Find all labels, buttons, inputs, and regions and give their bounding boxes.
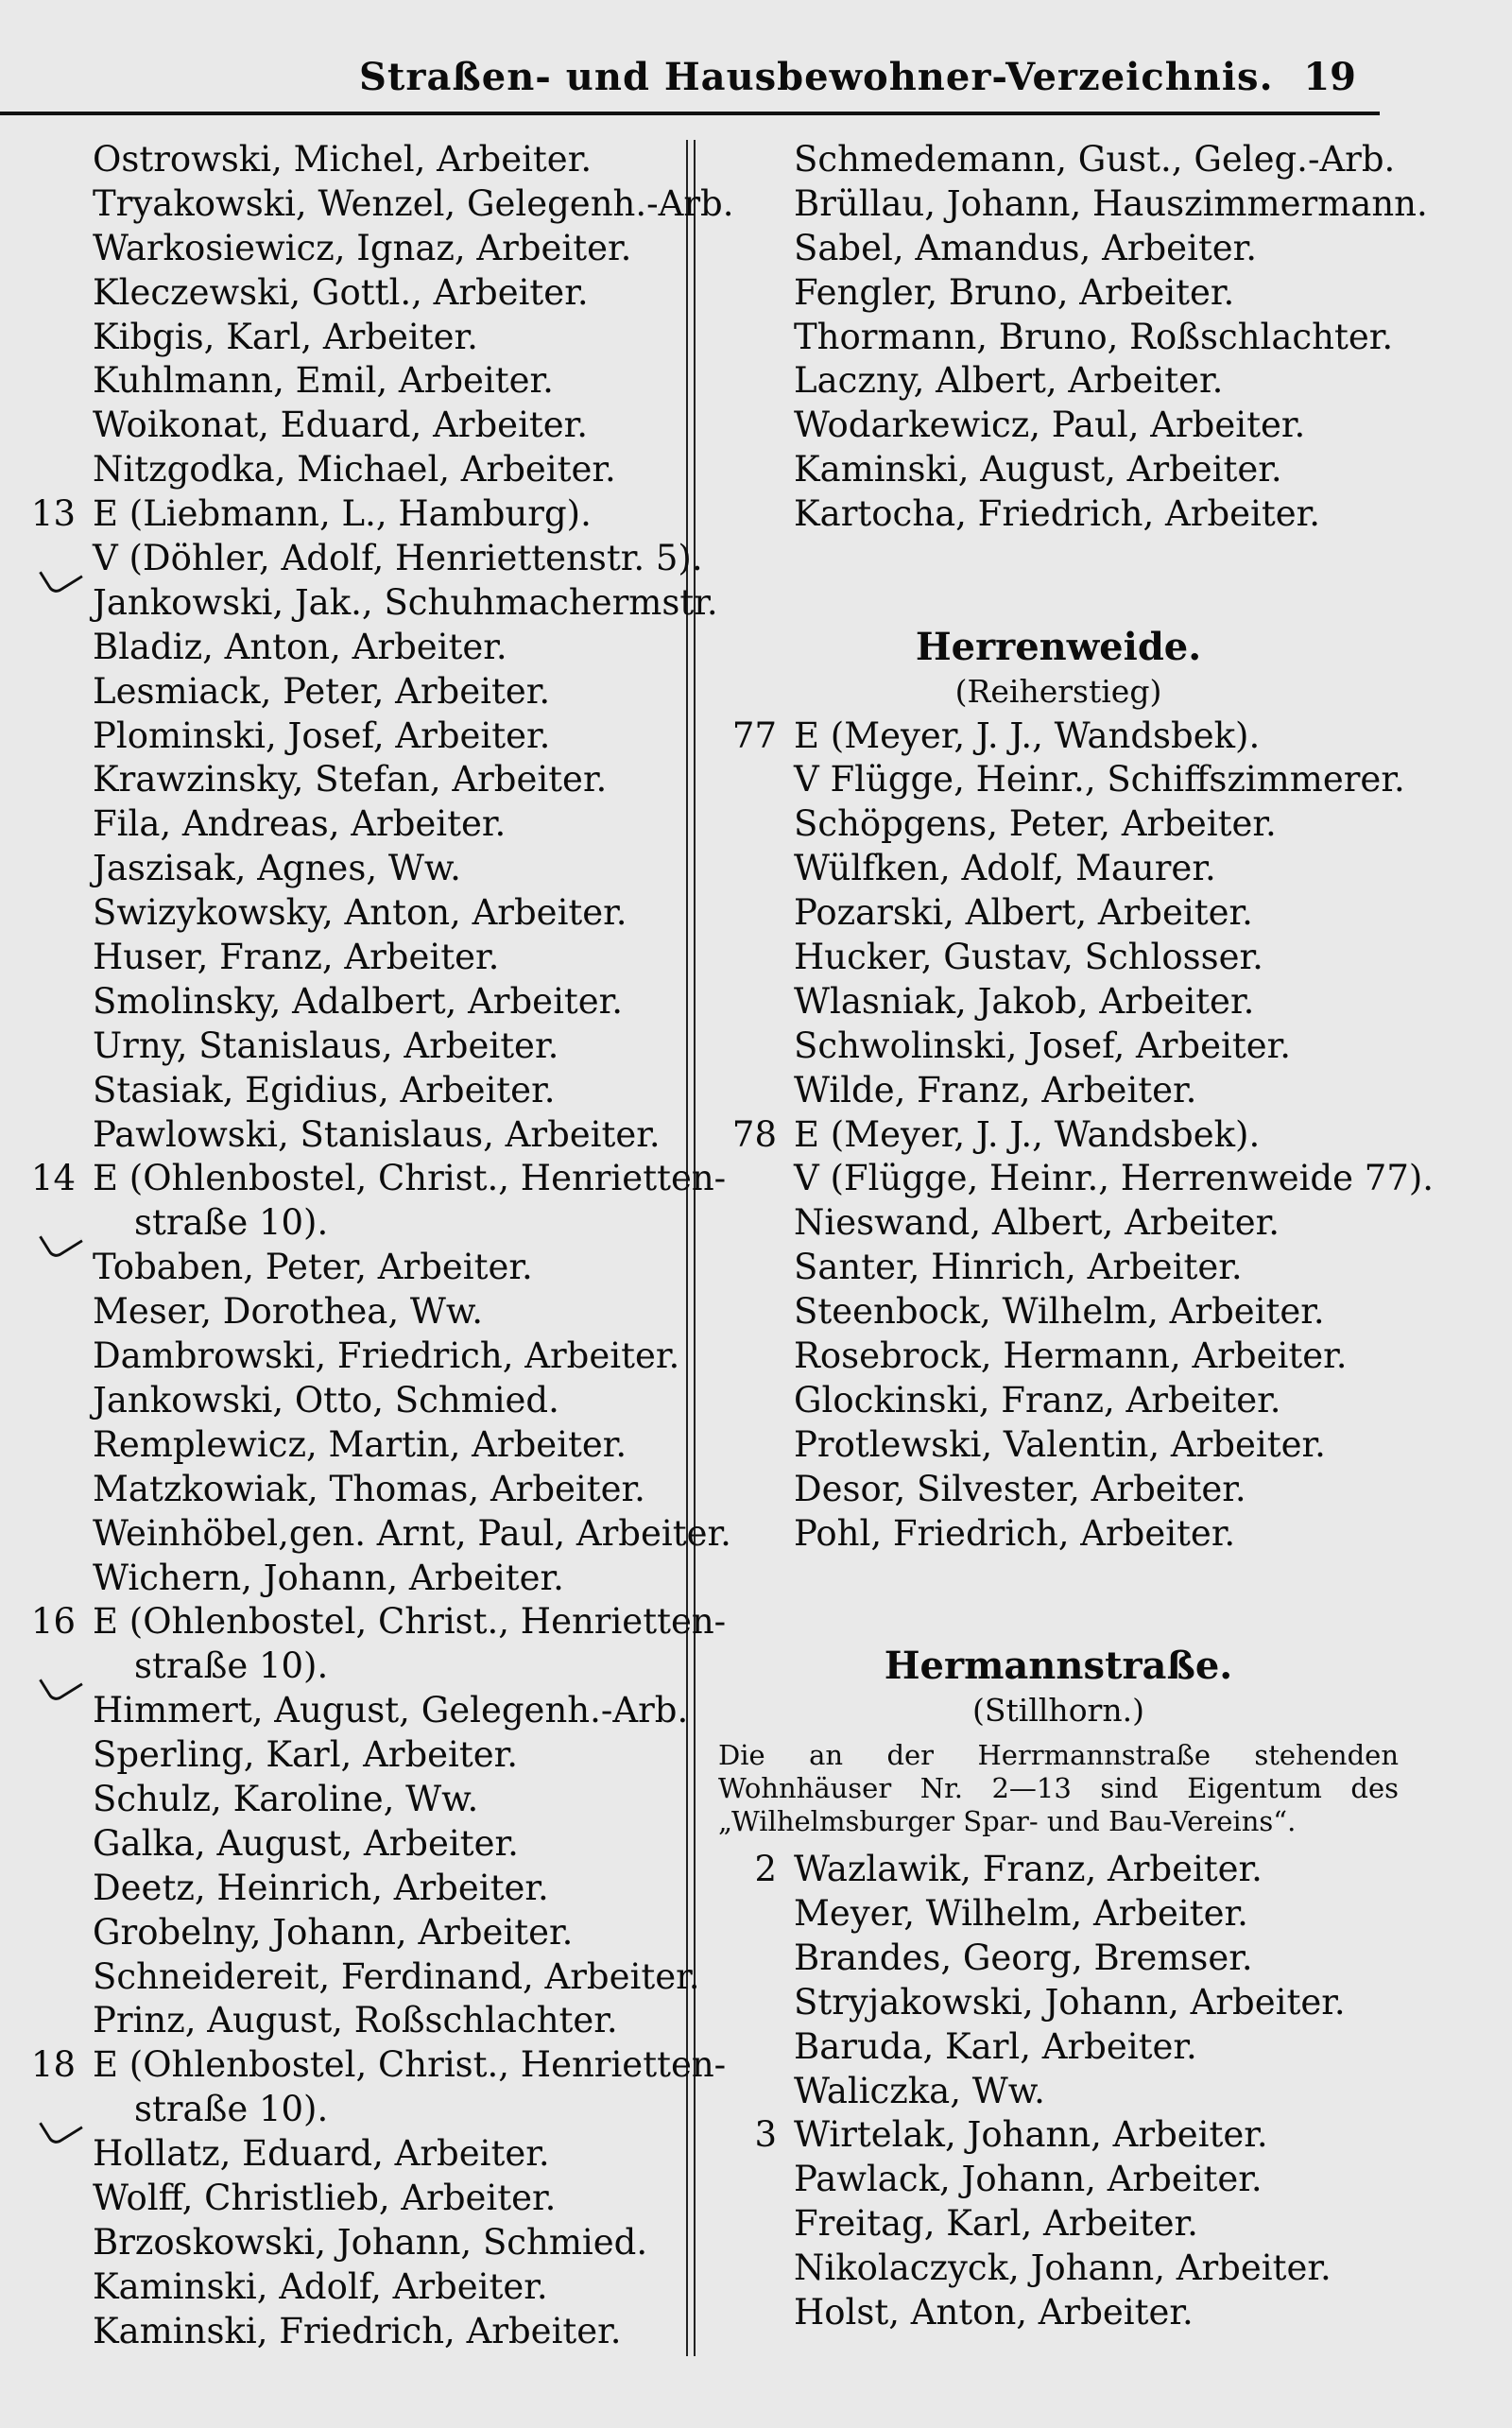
- resident-text: Hucker, Gustav, Schlosser.: [794, 937, 1263, 978]
- resident-entry: [718, 404, 1399, 448]
- resident-entry: [19, 626, 685, 670]
- resident-text: Plominski, Josef, Arbeiter.: [93, 715, 551, 756]
- resident-entry: [718, 1937, 1399, 1981]
- resident-entry: [19, 581, 718, 626]
- resident-entry: [19, 2177, 685, 2221]
- resident-text: E (Liebmann, L., Hamburg).: [93, 493, 592, 535]
- resident-entry: [718, 847, 1399, 891]
- resident-entry: [19, 2265, 685, 2310]
- resident-entry: [19, 936, 685, 980]
- resident-text: Baruda, Karl, Arbeiter.: [794, 2025, 1197, 2067]
- resident-entry: [19, 980, 685, 1025]
- resident-entry: [19, 1778, 685, 1822]
- street-heading: Herrenweide.: [915, 624, 1202, 669]
- resident-text: Meyer, Wilhelm, Arbeiter.: [794, 1892, 1248, 1934]
- resident-text: Schwolinski, Josef, Arbeiter.: [794, 1025, 1291, 1066]
- resident-text: Wülfken, Adolf, Maurer.: [794, 848, 1216, 889]
- resident-entry: [19, 1689, 689, 1733]
- resident-entry: [19, 1557, 685, 1601]
- house-entry: [19, 1157, 727, 1201]
- resident-entry: [19, 404, 685, 448]
- resident-text: Rosebrock, Hermann, Arbeiter.: [794, 1335, 1348, 1377]
- resident-entry: [718, 891, 1399, 936]
- resident-entry: [19, 758, 685, 802]
- resident-entry: [718, 2291, 1399, 2335]
- resident-entry: [19, 715, 685, 759]
- resident-entry: [718, 936, 1399, 980]
- resident-text: Pawlowski, Stanislaus, Arbeiter.: [93, 1113, 661, 1155]
- resident-text: Stasiak, Egidius, Arbeiter.: [93, 1069, 556, 1111]
- street-heading: Hermannstraße.: [884, 1644, 1233, 1689]
- resident-text: Urny, Stanislaus, Arbeiter.: [93, 1025, 559, 1066]
- house-number: 2: [754, 1849, 777, 1890]
- resident-entry: [718, 1981, 1399, 2025]
- resident-text: Dambrowski, Friedrich, Arbeiter.: [93, 1335, 680, 1377]
- resident-entry: [19, 1246, 685, 1290]
- street-district: (Stillhorn.): [972, 1692, 1144, 1730]
- house-number: 18: [30, 2044, 76, 2086]
- house-number: 14: [30, 1158, 76, 1199]
- header-rule: [0, 112, 1380, 115]
- house-number: 77: [731, 715, 777, 756]
- resident-entry: [19, 1290, 685, 1335]
- resident-text: Wichern, Johann, Arbeiter.: [93, 1557, 564, 1598]
- resident-text: Remplewicz, Martin, Arbeiter.: [93, 1423, 627, 1465]
- resident-entry: [19, 1069, 685, 1113]
- resident-entry: [718, 1069, 1399, 1113]
- resident-text: Woikonat, Eduard, Arbeiter.: [93, 405, 589, 446]
- resident-entry: [19, 1955, 700, 2000]
- resident-text: Glockinski, Franz, Arbeiter.: [794, 1379, 1281, 1421]
- resident-text: Waliczka, Ww.: [794, 2070, 1045, 2111]
- resident-entry: [19, 670, 685, 715]
- resident-text: Wilde, Franz, Arbeiter.: [794, 1069, 1197, 1111]
- left-column: [19, 138, 734, 2354]
- resident-entry: [19, 227, 685, 271]
- resident-entry: [19, 1867, 685, 1911]
- resident-entry: [19, 271, 685, 316]
- resident-text: Galka, August, Arbeiter.: [93, 1822, 519, 1864]
- resident-entry: [19, 1911, 685, 1955]
- house-entry: [718, 1113, 1399, 1158]
- resident-text: V (Flügge, Heinr., Herrenweide 77).: [794, 1158, 1435, 1199]
- resident-text: Krawzinsky, Stefan, Arbeiter.: [93, 759, 608, 801]
- resident-entry: [718, 1468, 1399, 1512]
- resident-entry: [718, 359, 1399, 404]
- resident-text: Wlasniak, Jakob, Arbeiter.: [794, 980, 1255, 1022]
- house-entry: [19, 492, 685, 537]
- resident-entry: [19, 847, 685, 891]
- ownership-note: Die an der Herrmannstraße stehenden Wohnhäuser Nr. 2—13 sind Eigentum des „Wilhelmsburger Spar- und Bau-Vereins“.: [718, 1739, 1399, 1838]
- running-title: Straßen- und Hausbewohner-Verzeichnis.: [359, 55, 1274, 99]
- resident-text: Schneidereit, Ferdinand, Arbeiter.: [93, 1955, 700, 1997]
- resident-text: Wirtelak, Johann, Arbeiter.: [794, 2114, 1268, 2156]
- resident-text: Tryakowski, Wenzel, Gelegenh.-Arb.: [93, 182, 734, 224]
- resident-text: Kleczewski, Gottl., Arbeiter.: [93, 271, 589, 313]
- resident-entry: [19, 1335, 685, 1379]
- house-entry: [19, 2043, 727, 2088]
- house-number: 13: [30, 493, 76, 535]
- resident-entry: [718, 138, 1399, 182]
- resident-text: Stryjakowski, Johann, Arbeiter.: [794, 1981, 1346, 2023]
- resident-text: Jaszisak, Agnes, Ww.: [93, 848, 461, 889]
- resident-text: Holst, Anton, Arbeiter.: [794, 2291, 1194, 2333]
- resident-entry: [19, 1822, 685, 1867]
- resident-entry: [19, 802, 685, 847]
- resident-entry: [718, 1246, 1399, 1290]
- resident-text: Wolff, Christlieb, Arbeiter.: [93, 2177, 557, 2218]
- resident-entry: [718, 2158, 1399, 2202]
- blank-line: [718, 537, 1399, 581]
- resident-entry: [718, 1201, 1399, 1246]
- resident-text: Nikolaczyck, Johann, Arbeiter.: [794, 2247, 1332, 2289]
- running-head: [0, 49, 1512, 106]
- resident-text: E (Ohlenbostel, Christ., Henrietten-: [93, 1158, 727, 1199]
- blank-line: [718, 581, 1399, 626]
- resident-entry: [718, 1025, 1399, 1069]
- resident-entry: [718, 227, 1399, 271]
- resident-entry: [718, 2202, 1399, 2247]
- resident-text: Huser, Franz, Arbeiter.: [93, 937, 500, 978]
- resident-entry: [19, 1025, 685, 1069]
- resident-text: Lesmiack, Peter, Arbeiter.: [93, 670, 551, 712]
- resident-text: V (Döhler, Adolf, Henriettenstr. 5).: [93, 538, 703, 579]
- resident-entry: [19, 1201, 685, 1246]
- resident-entry: [19, 359, 685, 404]
- resident-text: Meser, Dorothea, Ww.: [93, 1291, 483, 1333]
- resident-entry: [19, 2088, 685, 2132]
- resident-text: V Flügge, Heinr., Schiffszimmerer.: [794, 759, 1405, 801]
- resident-text: Brüllau, Johann, Hauszimmermann.: [794, 182, 1428, 224]
- resident-text: Sperling, Karl, Arbeiter.: [93, 1734, 519, 1776]
- resident-entry: [718, 980, 1399, 1025]
- resident-text: Grobelny, Johann, Arbeiter.: [93, 1911, 574, 1953]
- blank-line: [718, 1557, 1399, 1601]
- resident-entry: [718, 1157, 1435, 1201]
- resident-text: Jankowski, Jak., Schuhmachermstr.: [93, 581, 718, 623]
- resident-text: Bladiz, Anton, Arbeiter.: [93, 626, 507, 667]
- resident-text: Smolinsky, Adalbert, Arbeiter.: [93, 980, 624, 1022]
- resident-text: Nieswand, Albert, Arbeiter.: [794, 1202, 1280, 1244]
- resident-text: Pohl, Friedrich, Arbeiter.: [794, 1512, 1236, 1554]
- resident-text: Santer, Hinrich, Arbeiter.: [794, 1247, 1243, 1288]
- resident-text: straße 10).: [134, 2089, 329, 2130]
- resident-text: Brzoskowski, Johann, Schmied.: [93, 2221, 648, 2263]
- resident-text: Wodarkewicz, Paul, Arbeiter.: [794, 405, 1306, 446]
- resident-entry: [718, 1379, 1399, 1423]
- resident-text: Kaminski, Friedrich, Arbeiter.: [93, 2310, 622, 2351]
- resident-text: Matzkowiak, Thomas, Arbeiter.: [93, 1468, 645, 1509]
- resident-text: Himmert, August, Gelegenh.-Arb.: [93, 1690, 689, 1731]
- street-district: (Reiherstieg): [954, 672, 1162, 710]
- house-number: 16: [30, 1601, 76, 1643]
- resident-entry: [19, 1644, 685, 1689]
- resident-entry: [19, 2132, 685, 2177]
- resident-text: Kartocha, Friedrich, Arbeiter.: [794, 493, 1321, 535]
- resident-entry: [718, 1892, 1399, 1937]
- blank-line: [718, 1600, 1399, 1644]
- resident-text: Swizykowsky, Anton, Arbeiter.: [93, 892, 627, 934]
- resident-entry: [19, 138, 685, 182]
- resident-entry: [19, 891, 685, 936]
- resident-text: Kuhlmann, Emil, Arbeiter.: [93, 360, 554, 402]
- resident-text: Schmedemann, Gust., Geleg.-Arb.: [794, 139, 1396, 180]
- resident-text: straße 10).: [134, 1202, 329, 1244]
- resident-entry: [718, 271, 1399, 316]
- house-entry: [718, 1848, 1399, 1892]
- resident-text: E (Ohlenbostel, Christ., Henrietten-: [93, 1601, 727, 1643]
- resident-entry: [19, 1512, 731, 1557]
- resident-text: Fengler, Bruno, Arbeiter.: [794, 271, 1235, 313]
- resident-entry: [19, 1999, 685, 2043]
- resident-entry: [19, 316, 685, 360]
- resident-text: E (Meyer, J. J., Wandsbek).: [794, 1113, 1261, 1155]
- resident-entry: [718, 2070, 1399, 2114]
- house-entry: [718, 715, 1399, 759]
- resident-entry: [718, 182, 1428, 227]
- resident-text: Pawlack, Johann, Arbeiter.: [794, 2159, 1263, 2200]
- page-number: 19: [1303, 55, 1356, 99]
- resident-text: Schulz, Karoline, Ww.: [93, 1778, 479, 1819]
- resident-text: Laczny, Albert, Arbeiter.: [794, 360, 1224, 402]
- resident-text: Sabel, Amandus, Arbeiter.: [794, 227, 1258, 268]
- resident-entry: [718, 1423, 1399, 1468]
- resident-entry: [718, 1335, 1399, 1379]
- resident-entry: [718, 2247, 1399, 2291]
- resident-entry: [718, 758, 1405, 802]
- resident-text: E (Ohlenbostel, Christ., Henrietten-: [93, 2044, 727, 2086]
- resident-entry: [718, 316, 1399, 360]
- resident-text: Fila, Andreas, Arbeiter.: [93, 803, 507, 845]
- resident-text: Protlewski, Valentin, Arbeiter.: [794, 1423, 1326, 1465]
- resident-text: Hollatz, Eduard, Arbeiter.: [93, 2133, 550, 2175]
- resident-entry: [718, 2025, 1399, 2070]
- resident-entry: [19, 2221, 685, 2265]
- resident-text: Deetz, Heinrich, Arbeiter.: [93, 1867, 549, 1908]
- resident-text: Kaminski, August, Arbeiter.: [794, 449, 1282, 491]
- resident-entry: [19, 1733, 685, 1778]
- resident-text: Tobaben, Peter, Arbeiter.: [93, 1247, 533, 1288]
- resident-text: Thormann, Bruno, Roßschlachter.: [794, 316, 1394, 357]
- resident-text: Prinz, August, Roßschlachter.: [93, 2000, 618, 2041]
- resident-text: Kibgis, Karl, Arbeiter.: [93, 316, 478, 357]
- column-divider: [686, 140, 696, 2356]
- resident-text: Weinhöbel,gen. Arnt, Paul, Arbeiter.: [93, 1512, 731, 1554]
- resident-text: Schöpgens, Peter, Arbeiter.: [794, 803, 1277, 845]
- resident-text: straße 10).: [134, 1645, 329, 1687]
- resident-entry: [718, 1512, 1399, 1557]
- resident-text: Freitag, Karl, Arbeiter.: [794, 2203, 1198, 2245]
- resident-entry: [718, 802, 1399, 847]
- resident-text: Warkosiewicz, Ignaz, Arbeiter.: [93, 227, 632, 268]
- resident-text: Kaminski, Adolf, Arbeiter.: [93, 2265, 548, 2307]
- resident-entry: [19, 1113, 685, 1158]
- house-entry: [718, 2113, 1399, 2158]
- resident-entry: [718, 1290, 1399, 1335]
- resident-entry: [19, 182, 734, 227]
- resident-entry: [718, 448, 1399, 492]
- house-number: 3: [754, 2114, 777, 2156]
- house-number: 78: [731, 1113, 777, 1155]
- resident-text: Wazlawik, Franz, Arbeiter.: [794, 1849, 1263, 1890]
- resident-entry: [19, 448, 685, 492]
- resident-entry: [19, 2310, 685, 2354]
- resident-text: Ostrowski, Michel, Arbeiter.: [93, 139, 593, 180]
- resident-text: Steenbock, Wilhelm, Arbeiter.: [794, 1291, 1325, 1333]
- resident-entry: [19, 537, 703, 581]
- resident-text: Brandes, Georg, Bremser.: [794, 1937, 1253, 1978]
- resident-entry: [19, 1379, 685, 1423]
- resident-entry: [718, 492, 1399, 537]
- right-column: [718, 138, 1435, 2335]
- house-entry: [19, 1600, 727, 1644]
- resident-text: Jankowski, Otto, Schmied.: [93, 1379, 559, 1421]
- resident-text: Nitzgodka, Michael, Arbeiter.: [93, 449, 616, 491]
- resident-text: E (Meyer, J. J., Wandsbek).: [794, 715, 1261, 756]
- resident-text: Desor, Silvester, Arbeiter.: [794, 1468, 1246, 1509]
- resident-text: Pozarski, Albert, Arbeiter.: [794, 892, 1253, 934]
- resident-entry: [19, 1423, 685, 1468]
- resident-entry: [19, 1468, 685, 1512]
